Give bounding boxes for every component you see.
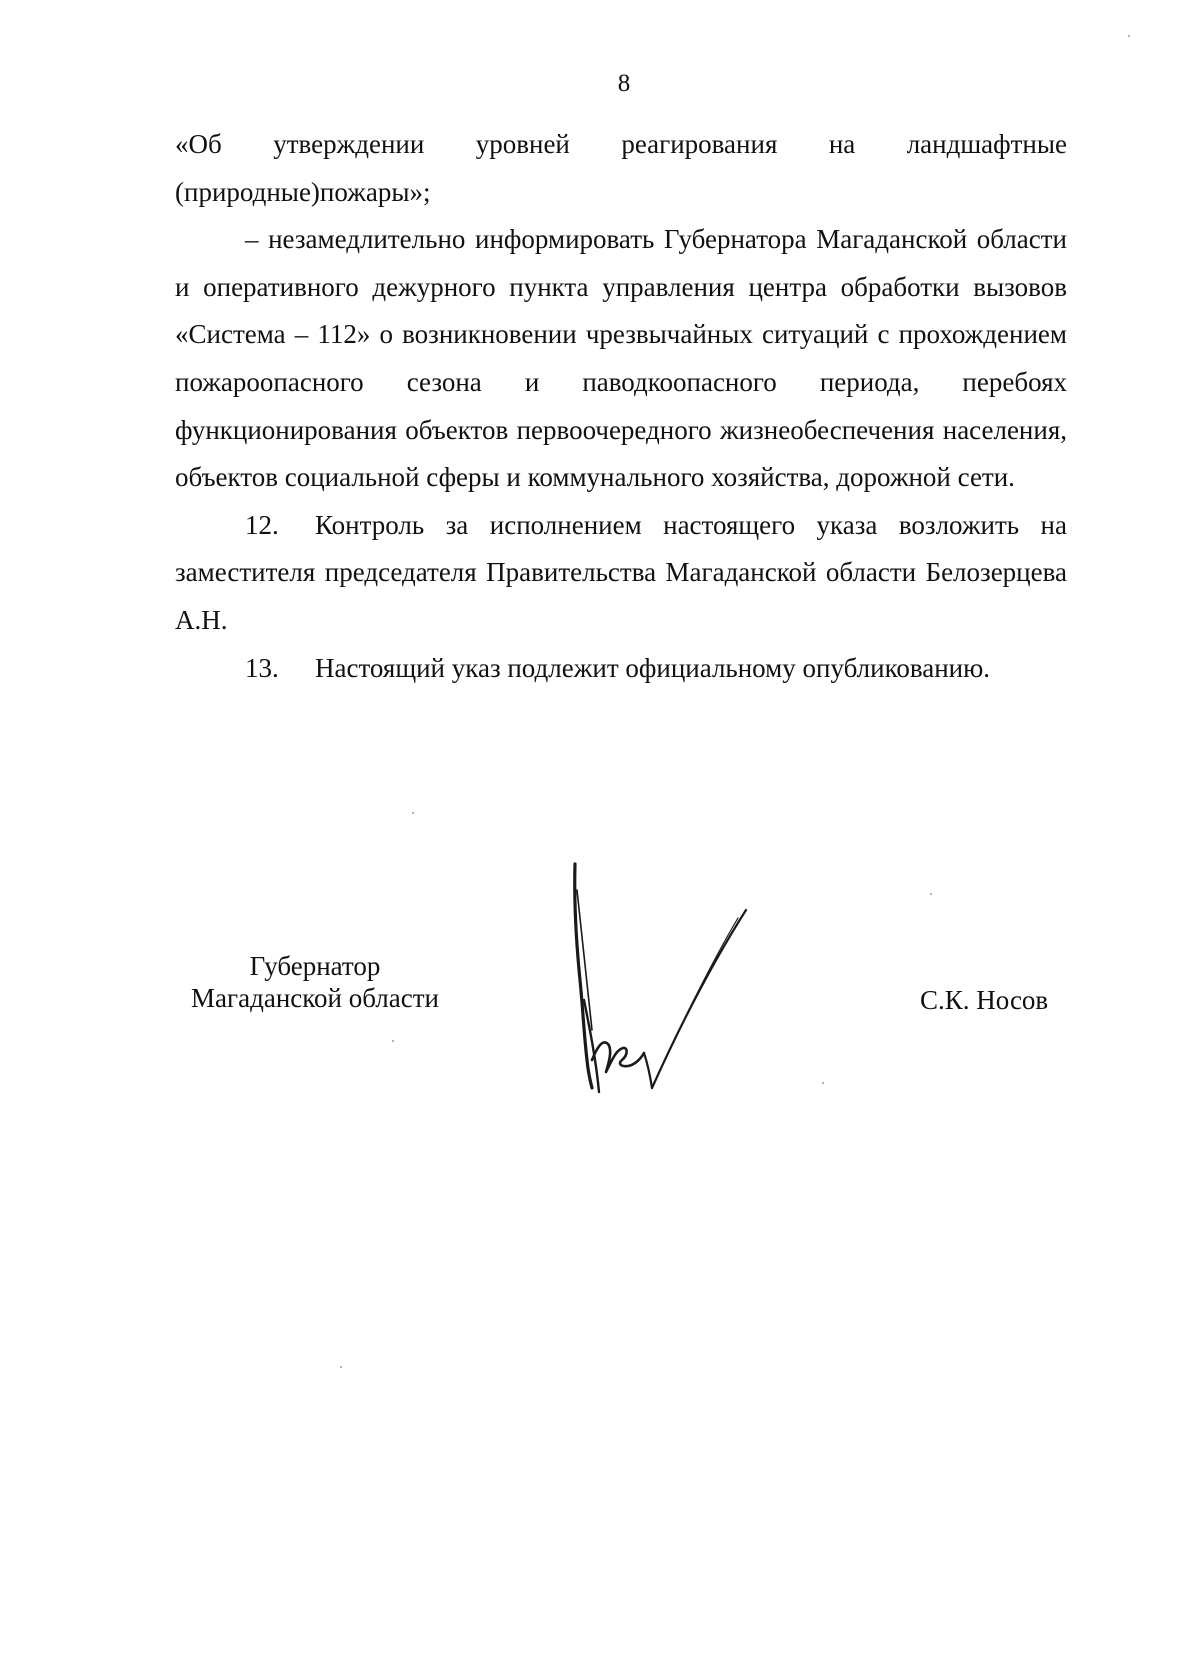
- paragraph-decree-title-continuation: «Об утверждении уровней реагирования на ландшафтные (природные)пожары»;: [175, 129, 1067, 207]
- scan-speck: [412, 812, 414, 814]
- document-body: [175, 121, 1067, 692]
- scan-speck: [392, 1040, 394, 1042]
- item-12: [175, 502, 1067, 645]
- signer-position-line-1: Губернатор: [249, 951, 381, 981]
- page-number: 8: [617, 70, 631, 97]
- scan-speck: [930, 893, 932, 895]
- scan-speck: [822, 1082, 824, 1084]
- item-13-number: 13.: [245, 652, 279, 683]
- signature-block: [0, 950, 1200, 1090]
- item-13-text: Настоящий указ подлежит официальному опубликованию.: [315, 652, 991, 683]
- paragraph-inform-governor: – незамедлительно информировать Губернатора Магаданской области и оперативного дежурного пункта управления центра обработки вызовов «Система – 112» о возникновении чрезвычайных ситуаций с прохождением пожароопасного сезона и паводкоопасного периода, перебоях функционирования объектов первоочередного жизнеобеспечения населения, объектов социальной сферы и коммунального хозяйства, дорожной сети.: [175, 224, 1067, 493]
- handwritten-signature: [568, 860, 783, 1095]
- scan-speck: [1128, 35, 1130, 37]
- scan-speck: [340, 1366, 342, 1368]
- signer-name: С.К. Носов: [920, 985, 1049, 1015]
- signer-position-line-2: Магаданской области: [191, 983, 439, 1013]
- signer-position: [175, 950, 455, 1014]
- item-13: [175, 645, 1067, 693]
- item-12-number: 12.: [245, 509, 279, 540]
- item-12-text: Контроль за исполнением настоящего указа возложить на заместителя председателя Правительства Магаданской области Белозерцева А.Н.: [175, 509, 1067, 635]
